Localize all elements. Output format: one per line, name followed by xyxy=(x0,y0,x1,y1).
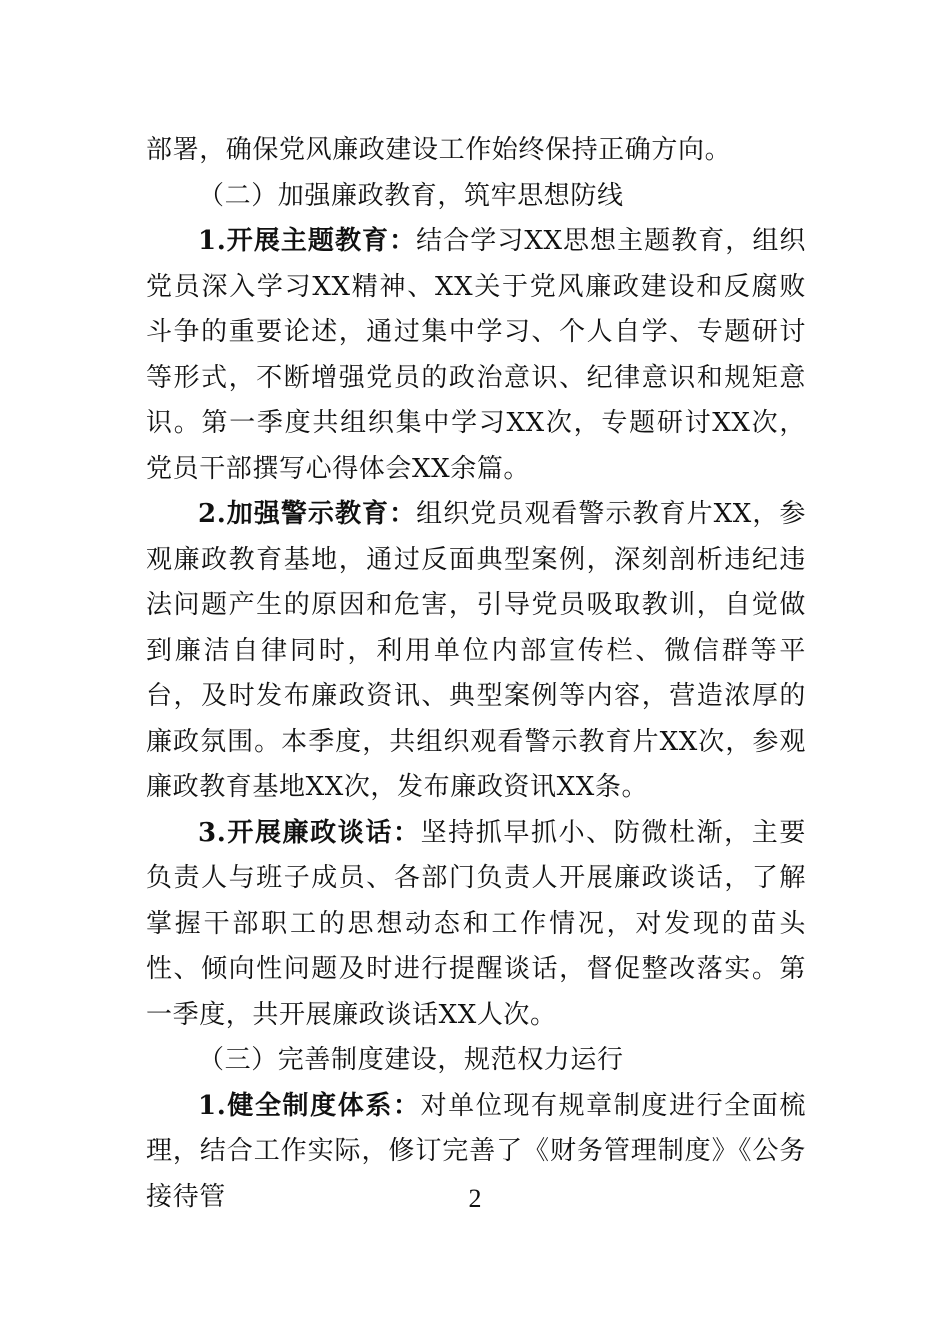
item-text: 坚持抓早抓小、防微杜渐，主要负责人与班子成员、各部门负责人开展廉政谈话，了解掌握干部职工的思想动态和工作情况，对发现的苗头性、倾向性问题及时进行提醒谈话，督促整改落实。第一季度，共开展廉政谈话XX人次。 xyxy=(146,817,806,1030)
item-integrity-talk xyxy=(146,811,806,1039)
section-heading-2 xyxy=(146,174,806,220)
page-number: 2 xyxy=(468,1184,482,1213)
item-title: 3.开展廉政谈话： xyxy=(198,817,421,848)
heading-text: （三）完善制度建设，规范权力运行 xyxy=(198,1045,624,1075)
item-text: 对单位现有规章制度进行全面梳理，结合工作实际，修订完善了《财务管理制度》《公务接待管 xyxy=(146,1090,806,1212)
paragraph-text: 部署，确保党风廉政建设工作始终保持正确方向。 xyxy=(146,135,732,165)
item-warning-education xyxy=(146,492,806,811)
paragraph-continuation xyxy=(146,128,806,174)
item-title: 2.加强警示教育： xyxy=(198,499,417,529)
section-heading-3 xyxy=(146,1038,806,1084)
document-body xyxy=(146,128,806,1220)
item-title: 1.健全制度体系： xyxy=(198,1090,421,1121)
heading-text: （二）加强廉政教育，筑牢思想防线 xyxy=(198,180,624,211)
item-text: 结合学习XX思想主题教育，组织党员深入学习XX精神、XX关于党风廉政建设和反腐败斗争的重要论述，通过集中学习、个人自学、专题研讨等形式，不断增强党员的政治意识、纪律意识和规矩意识。第一季度共组织集中学习XX次，专题研讨XX次，党员干部撰写心得体会XX余篇。 xyxy=(146,226,806,484)
item-text: 组织党员观看警示教育片XX，参观廉政教育基地，通过反面典型案例，深刻剖析违纪违法问题产生的原因和危害，引导党员吸取教训，自觉做到廉洁自律同时，利用单位内部宣传栏、微信群等平台，及时发布廉政资讯、典型案例等内容，营造浓厚的廉政氛围。本季度，共组织观看警示教育片XX次，参观廉政教育基地XX次，发布廉政资讯XX条。 xyxy=(146,499,806,802)
item-title: 1.开展主题教育： xyxy=(198,226,417,256)
item-theme-education xyxy=(146,219,806,492)
